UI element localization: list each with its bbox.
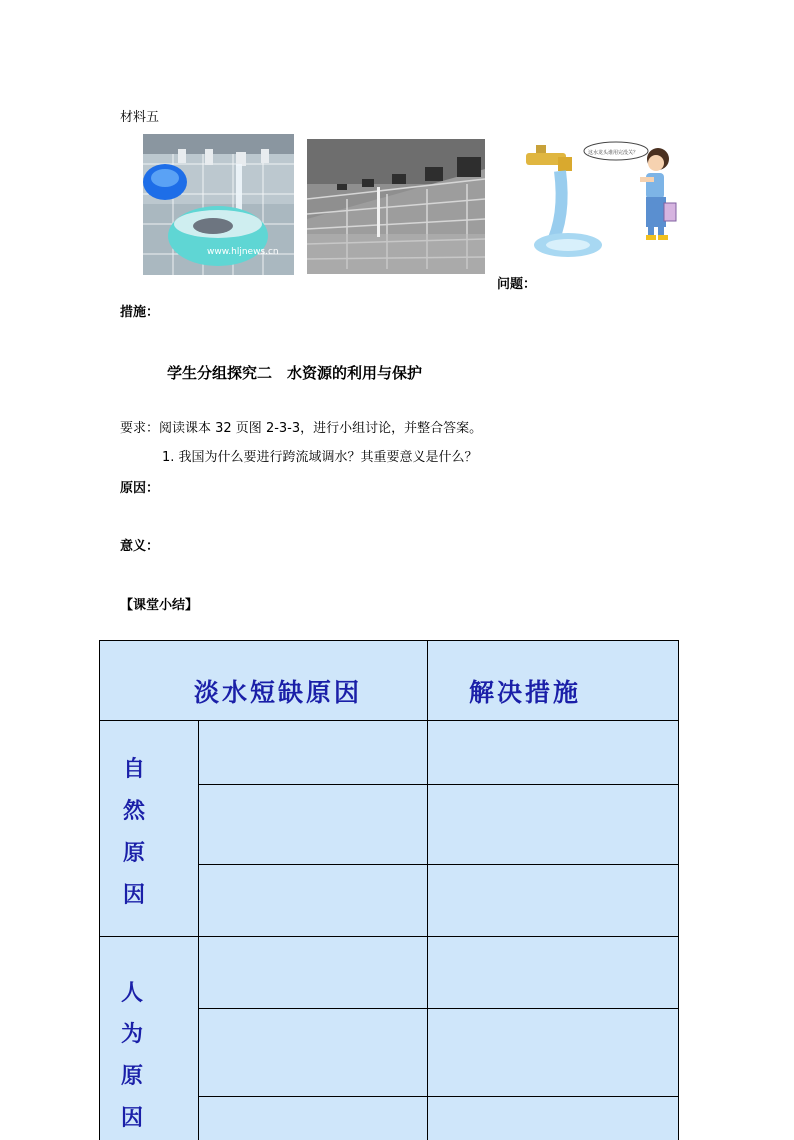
measure-label: 措施： bbox=[120, 305, 160, 320]
header-shortage-cause: 淡水短缺原因 bbox=[194, 678, 363, 707]
table-border-top bbox=[99, 640, 679, 641]
section-divider bbox=[99, 936, 679, 937]
human-cause-char: 因 bbox=[120, 1105, 143, 1131]
row-line bbox=[198, 1096, 679, 1097]
natural-cause-char: 然 bbox=[122, 798, 145, 824]
human-cause-char: 原 bbox=[120, 1063, 143, 1089]
summary-title: 【课堂小结】 bbox=[120, 598, 199, 613]
faucet-row-photo bbox=[307, 139, 485, 274]
row-line bbox=[198, 784, 679, 785]
summary-table bbox=[99, 640, 679, 1140]
human-cause-char: 为 bbox=[120, 1021, 143, 1047]
question-1: 1. 我国为什么要进行跨流域调水？其重要意义是什么？ bbox=[162, 450, 478, 465]
inquiry-title: 学生分组探究二 水资源的利用与保护 bbox=[167, 364, 423, 382]
row-line bbox=[198, 1008, 679, 1009]
cartoon-speech-bubble: 这水龙头谁用完没关？ bbox=[588, 150, 639, 156]
header-bottom-line bbox=[99, 720, 679, 721]
column-divider-category bbox=[198, 720, 199, 1140]
cartoon-faucet-girl bbox=[518, 137, 693, 264]
header-solution: 解决措施 bbox=[469, 678, 582, 707]
meaning-label: 意义： bbox=[120, 539, 160, 554]
requirement-text: 要求：阅读课本 32 页图 2-3-3，进行小组讨论，并整合答案。 bbox=[120, 421, 483, 436]
material-title: 材料五 bbox=[120, 110, 160, 125]
reason-label: 原因： bbox=[120, 481, 160, 496]
question-label: 问题： bbox=[497, 277, 537, 292]
natural-cause-char: 因 bbox=[122, 882, 145, 908]
photo-watermark: www.hljnews.cn bbox=[207, 247, 279, 257]
human-cause-char: 人 bbox=[120, 980, 143, 1006]
table-border-right bbox=[678, 640, 679, 1140]
row-line bbox=[198, 864, 679, 865]
faucet-basin-photo bbox=[143, 134, 294, 275]
column-divider-solution bbox=[427, 640, 428, 1140]
table-border-left bbox=[99, 640, 100, 1140]
natural-cause-char: 原 bbox=[122, 840, 145, 866]
natural-cause-char: 自 bbox=[122, 756, 145, 782]
